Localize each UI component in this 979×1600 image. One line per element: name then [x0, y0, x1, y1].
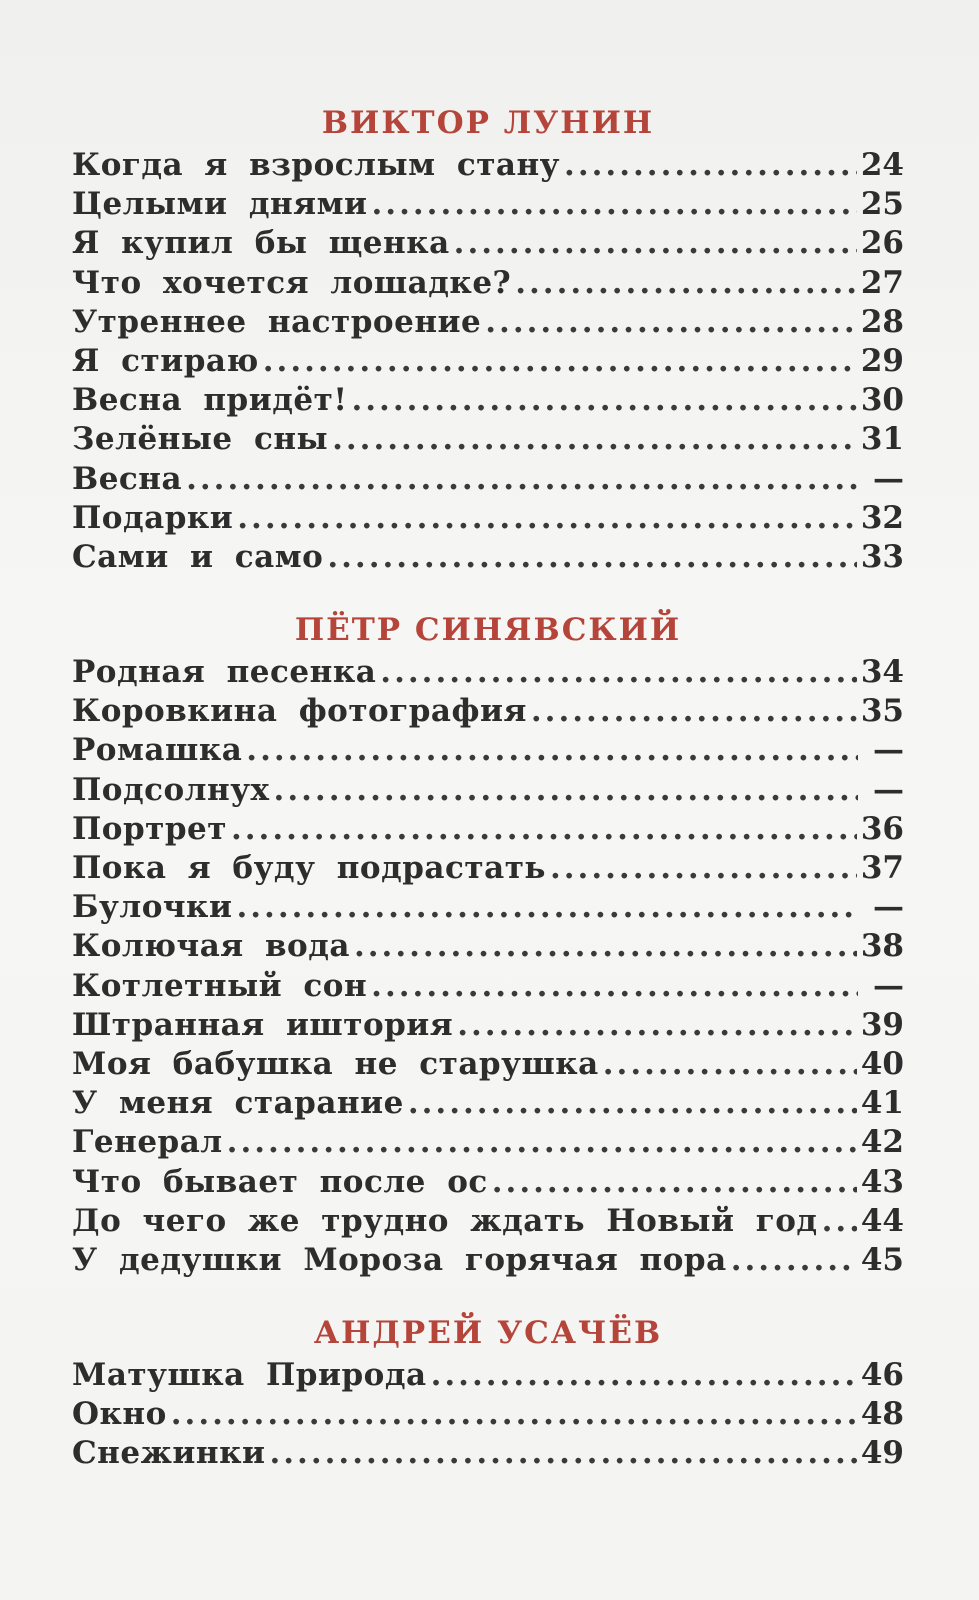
author-heading: АНДРЕЙ УСАЧЁВ [313, 1315, 663, 1352]
toc-section [72, 100, 904, 577]
dot-leader [246, 731, 858, 770]
entry-title: Штранная иштория [72, 1006, 454, 1043]
entry-title: До чего же трудно ждать Новый год [72, 1202, 818, 1239]
toc-entry [72, 499, 904, 538]
entry-title: Подарки [72, 499, 234, 536]
toc-entry [72, 1395, 904, 1434]
page-number: 49 [860, 1435, 904, 1472]
author-heading: ПЁТР СИНЯВСКИЙ [294, 612, 682, 649]
dot-leader [515, 264, 857, 303]
entry-title: Колючая вода [72, 928, 350, 965]
entry-title: Я купил бы щенка [72, 225, 450, 262]
entry-title: Котлетный сон [72, 967, 368, 1004]
page-number: 41 [860, 1085, 904, 1122]
page-number: 37 [860, 850, 904, 886]
toc-entry [72, 264, 904, 303]
toc-entry [72, 146, 904, 185]
entry-title: Окно [72, 1396, 167, 1433]
entry-title: У дедушки Мороза горячая пора [72, 1241, 727, 1278]
dot-leader [485, 303, 857, 342]
dot-leader [269, 1434, 856, 1473]
dot-leader [237, 499, 857, 538]
toc-section [72, 607, 904, 1280]
dot-leader [492, 1163, 857, 1202]
page-number: 33 [860, 538, 904, 575]
dot-leader [351, 381, 856, 420]
page-number: 48 [860, 1396, 904, 1433]
dot-leader [603, 1045, 857, 1084]
page-number: 27 [860, 264, 904, 301]
page-number: 42 [860, 1124, 904, 1161]
toc-entry [72, 888, 904, 927]
entry-title: Сами и само [72, 538, 324, 575]
toc-entry [72, 1356, 904, 1395]
dot-leader [372, 185, 857, 224]
toc-entry [72, 342, 904, 381]
dot-leader [454, 224, 857, 263]
dot-leader [354, 927, 857, 966]
page-number: 24 [860, 147, 904, 183]
dot-leader [332, 420, 857, 459]
toc-entry [72, 381, 904, 420]
toc-entry [72, 731, 904, 770]
toc-entry [72, 967, 904, 1006]
page-number: 45 [860, 1241, 904, 1278]
dot-leader [274, 771, 858, 810]
page-number: 36 [860, 810, 904, 847]
entry-title: Матушка Природа [72, 1357, 427, 1394]
entry-title: Коровкина фотография [72, 693, 527, 730]
toc-entry [72, 538, 904, 577]
entry-title: Я стираю [72, 342, 259, 379]
dot-leader [564, 146, 857, 185]
toc-entry [72, 185, 904, 224]
toc-entry [72, 303, 904, 342]
page-number: 31 [860, 421, 904, 458]
entry-title: Целыми днями [72, 186, 368, 223]
entry-title: Моя бабушка не старушка [72, 1045, 599, 1082]
page-number: — [873, 889, 904, 926]
page-number: — [873, 967, 904, 1004]
dot-leader [186, 460, 858, 499]
dot-leader [327, 538, 857, 577]
dot-leader [531, 692, 857, 731]
page-number: 46 [860, 1357, 904, 1394]
toc-entry [72, 1163, 904, 1202]
dot-leader [431, 1356, 857, 1395]
toc-entry [72, 420, 904, 459]
entry-title: Портрет [72, 810, 227, 847]
page-number: 43 [860, 1163, 904, 1200]
entry-title: Булочки [72, 889, 233, 926]
page-number: 29 [860, 342, 904, 379]
toc-entry [72, 653, 904, 692]
page-number: 40 [860, 1045, 904, 1082]
entry-title: Утреннее настроение [72, 303, 482, 340]
dot-leader [231, 810, 857, 849]
page-number: 30 [860, 382, 904, 419]
toc-entry [72, 1202, 904, 1241]
toc-entry [72, 927, 904, 966]
entry-title: У меня старание [72, 1085, 404, 1122]
table-of-contents [72, 100, 904, 1474]
dot-leader [227, 1123, 857, 1162]
toc-entry [72, 810, 904, 849]
toc-entry [72, 1084, 904, 1123]
toc-entry [72, 1006, 904, 1045]
toc-entry [72, 692, 904, 731]
dot-leader [263, 342, 857, 381]
page-number: 35 [860, 693, 904, 730]
toc-entry [72, 1123, 904, 1162]
page-number: 34 [860, 654, 904, 691]
page-number: — [873, 460, 904, 497]
dot-leader [457, 1006, 857, 1045]
toc-entry [72, 224, 904, 263]
entry-title: Когда я взрослым стану [72, 147, 561, 183]
entry-title: Весна придёт! [72, 382, 348, 419]
toc-entry [72, 849, 904, 888]
page-number: 38 [860, 928, 904, 965]
dot-leader [371, 967, 858, 1006]
toc-section [72, 1310, 904, 1474]
toc-entry [72, 460, 904, 499]
entry-title: Снежинки [72, 1435, 266, 1472]
page-number: 32 [860, 499, 904, 536]
author-heading: ВИКТОР ЛУНИН [321, 105, 655, 141]
entry-title: Ромашка [72, 732, 243, 769]
toc-entry [72, 1241, 904, 1280]
page-number: — [873, 732, 904, 769]
entry-title: Весна [72, 460, 183, 497]
page-number: 44 [860, 1202, 904, 1239]
page-number: 28 [860, 303, 904, 340]
dot-leader [408, 1084, 857, 1123]
toc-entry [72, 1434, 904, 1473]
page-number: 39 [860, 1006, 904, 1043]
dot-leader [171, 1395, 857, 1434]
entry-title: Подсолнух [72, 771, 270, 808]
dot-leader [236, 888, 858, 927]
entry-title: Родная песенка [72, 654, 377, 691]
toc-entry [72, 1045, 904, 1084]
entry-title: Что бывает после ос [72, 1163, 488, 1200]
dot-leader [380, 653, 857, 692]
entry-title: Зелёные сны [72, 421, 329, 458]
page-number: 25 [860, 186, 904, 223]
toc-entry [72, 771, 904, 810]
entry-title: Генерал [72, 1124, 223, 1161]
dot-leader [550, 849, 857, 888]
entry-title: Пока я буду подрастать [72, 850, 546, 886]
entry-title: Что хочется лошадке? [72, 264, 512, 301]
page-number: — [873, 771, 904, 808]
dot-leader [731, 1241, 857, 1280]
page-number: 26 [860, 225, 904, 262]
dot-leader [822, 1202, 857, 1241]
